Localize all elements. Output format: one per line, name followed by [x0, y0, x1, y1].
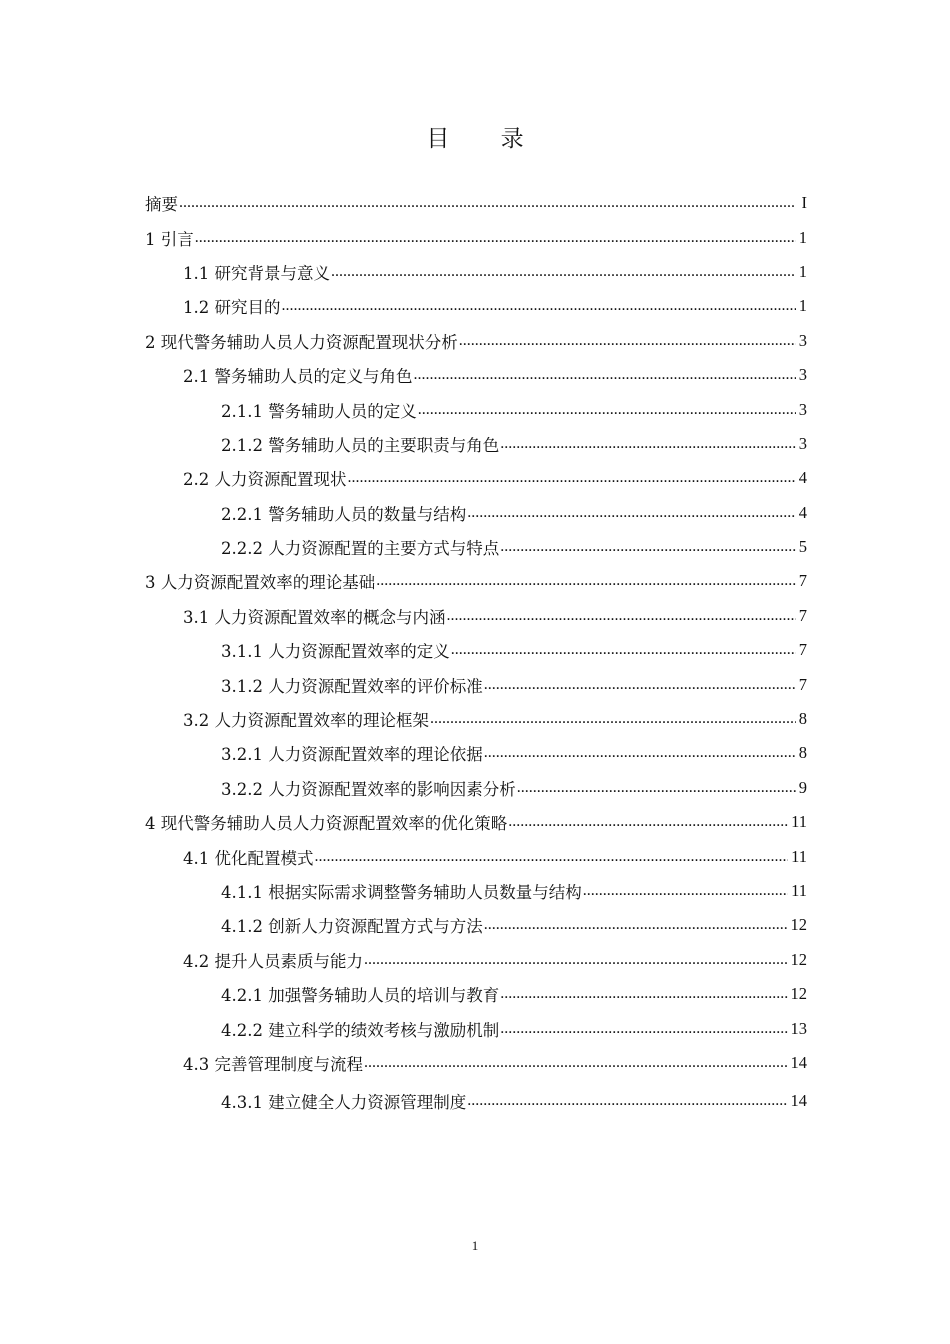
toc-entry-label: 4.1 优化配置模式	[183, 848, 314, 868]
toc-entry-page: 3	[798, 399, 807, 419]
toc-entry-label: 3.2 人力资源配置效率的理论框架	[183, 711, 429, 731]
toc-entry[interactable]	[145, 805, 807, 839]
toc-entry-page: 3	[798, 330, 807, 350]
toc-entry[interactable]	[145, 943, 807, 977]
toc-entry-label: 4.3.1 建立健全人力资源管理制度	[221, 1093, 467, 1113]
toc-dot-leader	[459, 331, 796, 351]
toc-dot-leader	[500, 434, 796, 454]
toc-entry[interactable]	[145, 289, 807, 323]
toc-entry-label: 4.1.1 根据实际需求调整警务辅助人员数量与结构	[221, 883, 582, 902]
table-of-contents	[145, 186, 807, 1119]
toc-entry-label: 3.1.1 人力资源配置效率的定义	[221, 642, 450, 662]
toc-entry-page: 1	[798, 227, 807, 247]
toc-entry[interactable]	[145, 427, 807, 461]
toc-entry[interactable]	[145, 255, 807, 289]
toc-entry-page: 8	[798, 709, 807, 729]
page-title: 目 录	[426, 126, 546, 152]
toc-entry[interactable]	[145, 496, 807, 530]
toc-entry-label: 3.2.2 人力资源配置效率的影响因素分析	[221, 779, 516, 799]
toc-entry[interactable]	[145, 1084, 807, 1118]
toc-dot-leader	[364, 1053, 788, 1073]
toc-dot-leader	[414, 365, 796, 385]
toc-dot-leader	[315, 847, 789, 867]
toc-dot-leader	[376, 571, 796, 591]
toc-dot-leader	[467, 1091, 787, 1111]
toc-entry-page: 9	[798, 777, 807, 797]
toc-entry-page: 4	[798, 502, 807, 522]
toc-entry-label: 4.1.2 创新人力资源配置方式与方法	[221, 917, 483, 937]
toc-entry[interactable]	[145, 599, 807, 633]
toc-entry-label: 3.1.2 人力资源配置效率的评价标准	[221, 676, 483, 696]
toc-entry-label: 3.2.1 人力资源配置效率的理论依据	[221, 745, 483, 765]
toc-entry[interactable]	[145, 667, 807, 701]
toc-entry[interactable]	[145, 771, 807, 805]
toc-entry-label: 1.2 研究目的	[183, 298, 281, 318]
toc-entry-page: 4	[798, 468, 807, 488]
toc-entry-label: 2.2.1 警务辅助人员的数量与结构	[221, 504, 467, 524]
toc-entry-label: 2.1.2 警务辅助人员的主要职责与角色	[221, 435, 500, 455]
toc-entry[interactable]	[145, 1011, 807, 1045]
toc-entry-page: 13	[790, 1018, 807, 1038]
toc-entry[interactable]	[145, 633, 807, 667]
toc-entry[interactable]	[145, 1046, 807, 1080]
toc-entry[interactable]	[145, 736, 807, 770]
toc-dot-leader	[418, 400, 796, 420]
toc-entry-label: 4.3 完善管理制度与流程	[183, 1054, 363, 1074]
toc-entry-label: 摘要	[145, 195, 178, 215]
toc-entry[interactable]	[145, 220, 807, 254]
toc-dot-leader	[484, 675, 796, 695]
toc-dot-leader	[467, 503, 796, 523]
toc-entry-label: 2 现代警务辅助人员人力资源配置现状分析	[145, 332, 458, 352]
toc-entry[interactable]	[145, 874, 807, 908]
toc-entry[interactable]	[145, 564, 807, 598]
toc-entry-page: 12	[790, 949, 807, 969]
toc-entry-page: 14	[790, 1052, 807, 1072]
toc-entry-page: 12	[790, 915, 807, 935]
toc-entry-label: 4.2.1 加强警务辅助人员的培训与教育	[221, 986, 500, 1006]
toc-entry-label: 4 现代警务辅助人员人力资源配置效率的优化策略	[145, 814, 508, 834]
toc-entry[interactable]	[145, 186, 807, 220]
toc-entry-page: 7	[798, 674, 807, 694]
toc-entry-label: 1.1 研究背景与意义	[183, 263, 330, 283]
toc-dot-leader	[583, 881, 788, 901]
toc-entry-page: 12	[790, 984, 807, 1004]
toc-dot-leader	[364, 950, 788, 970]
toc-dot-leader	[451, 640, 796, 660]
toc-entry-page: 11	[791, 881, 807, 900]
toc-dot-leader	[500, 537, 796, 557]
toc-entry[interactable]	[145, 530, 807, 564]
toc-entry-page: 7	[798, 571, 807, 591]
toc-entry-page: 1	[798, 261, 807, 281]
toc-entry-page: 1	[798, 296, 807, 316]
toc-entry-page: I	[801, 193, 807, 213]
toc-entry-page: 3	[798, 433, 807, 453]
toc-entry-label: 3 人力资源配置效率的理论基础	[145, 573, 376, 593]
toc-dot-leader	[331, 262, 796, 282]
toc-entry-page: 7	[798, 640, 807, 660]
toc-entry-page: 14	[790, 1091, 807, 1111]
toc-entry[interactable]	[145, 839, 807, 873]
toc-entry[interactable]	[145, 392, 807, 426]
toc-entry[interactable]	[145, 358, 807, 392]
toc-entry-page: 11	[791, 812, 807, 832]
toc-entry[interactable]	[145, 461, 807, 495]
toc-entry-label: 4.2 提升人员素质与能力	[183, 951, 363, 971]
toc-dot-leader	[508, 812, 788, 832]
toc-entry-label: 2.1 警务辅助人员的定义与角色	[183, 367, 413, 387]
toc-dot-leader	[348, 468, 796, 488]
toc-entry[interactable]	[145, 908, 807, 942]
toc-entry-label: 2.2 人力资源配置现状	[183, 470, 347, 490]
toc-dot-leader	[430, 709, 796, 729]
toc-entry-page: 11	[791, 846, 807, 866]
toc-dot-leader	[517, 778, 796, 798]
page-number: 1	[471, 1238, 479, 1253]
toc-dot-leader	[179, 193, 796, 213]
toc-dot-leader	[195, 228, 796, 248]
toc-entry-page: 8	[798, 743, 807, 763]
toc-dot-leader	[500, 1019, 787, 1039]
toc-entry-label: 1 引言	[145, 229, 194, 249]
toc-entry-label: 2.1.1 警务辅助人员的定义	[221, 401, 417, 421]
toc-dot-leader	[484, 743, 796, 763]
toc-entry[interactable]	[145, 977, 807, 1011]
toc-dot-leader	[484, 915, 788, 935]
toc-entry-label: 3.1 人力资源配置效率的概念与内涵	[183, 607, 446, 627]
toc-dot-leader	[447, 606, 796, 626]
toc-dot-leader	[500, 984, 787, 1004]
toc-entry[interactable]	[145, 324, 807, 358]
toc-entry-label: 2.2.2 人力资源配置的主要方式与特点	[221, 539, 500, 559]
toc-entry-page: 7	[798, 605, 807, 625]
toc-entry-page: 3	[798, 365, 807, 385]
toc-entry-label: 4.2.2 建立科学的绩效考核与激励机制	[221, 1020, 500, 1040]
toc-entry[interactable]	[145, 702, 807, 736]
toc-dot-leader	[282, 296, 796, 316]
toc-entry-page: 5	[798, 537, 807, 557]
